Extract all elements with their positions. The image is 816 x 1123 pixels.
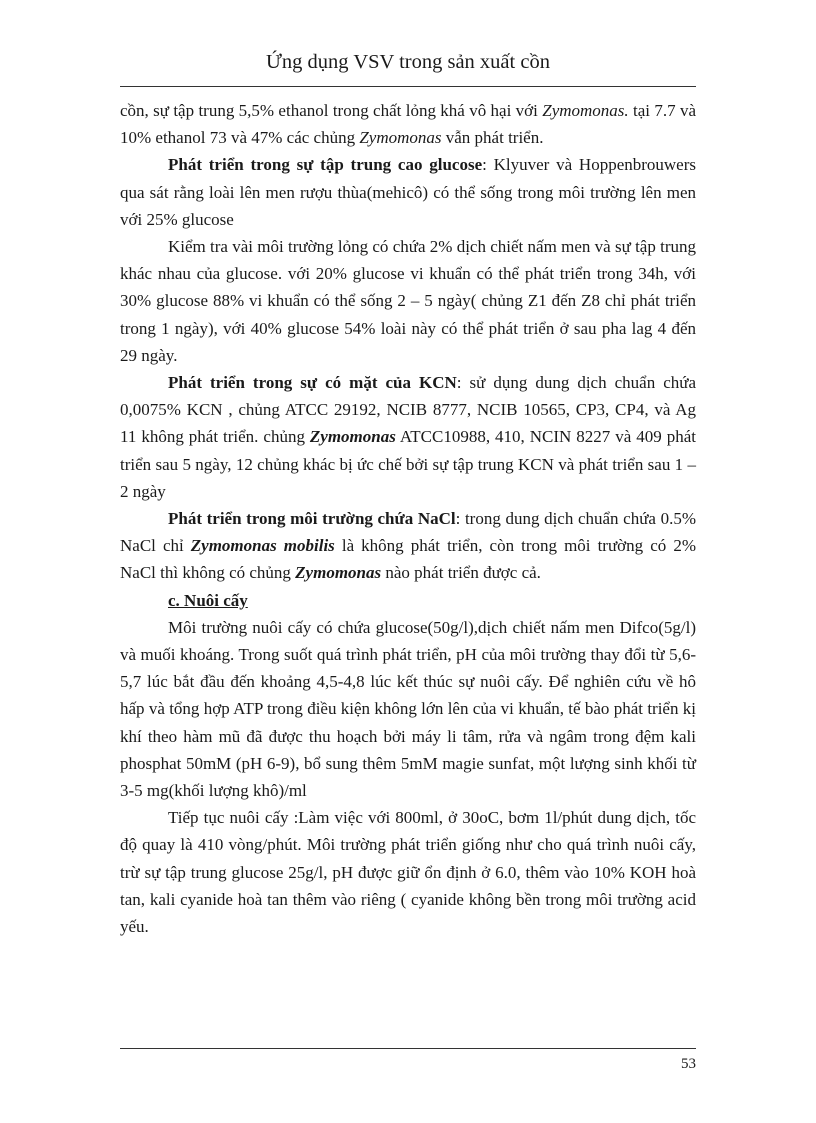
paragraph-lead: Phát triển trong sự có mặt của KCN <box>168 373 457 393</box>
zymomonas-italic: Zymomonas. <box>542 101 629 120</box>
page-header-title: Ứng dụng VSV trong sản xuất cồn <box>266 51 550 73</box>
page-number: 53 <box>681 1056 696 1072</box>
paragraph-lead: Phát triển trong sự tập trung cao glucose <box>168 155 483 175</box>
paragraph-culture-medium: Môi trường nuôi cấy có chứa glucose(50g/l),dịch chiết nấm men Difco(5g/l) và muối khoáng. Trong suốt quá trình phát triển, pH của môi trường thay đổi từ 5,6-5,7 lúc bắt đầu đến khoảng 4,5-4,8 lúc kết thúc sự nuôi cấy. Để nghiên cứu về hô hấp và tổng hợp ATP trong điều kiện không lớn lên của vi khuẩn, tế bào phát triển kị khí theo hàm mũ đã được thu hoạch bởi máy li tâm, rửa và ngâm trong đệm kali phosphat 50mM (pH 6-9), bổ sung thêm 5mM magie sunfat, một lượng sinh khối từ 3-5 mg(khối lượng khô)/ml <box>120 617 696 801</box>
zymomonas-bold-italic: Zymomonas <box>309 427 396 447</box>
paragraph-glucose-test: Kiểm tra vài môi trường lỏng có chứa 2% dịch chiết nấm men và sự tập trung khác nhau của glucose. với 20% glucose vi khuẩn có thể phát triển trong 34h, với 30% glucose 88% vi khuẩn có thể sống 2 – 5 ngày( chủng Z1 đến Z8 chỉ phát triển trong 1 ngày), với 40% glucose 54% loài này có thể phát triển ở sau pha lag 4 đến 29 ngày. <box>120 237 696 365</box>
paragraph-continuous-culture: Tiếp tục nuôi cấy :Làm việc với 800ml, ở 30oC, bơm 1l/phút dung dịch, tốc độ quay là 410 vòng/phút. Môi trường phát triển giống như cho quá trình nuôi cấy, trừ sự tập trung glucose 25g/l, pH được giữ ổn định ở 6.0, thêm vào 10% KOH hoà tan, kali cyanide hoà tan thêm vào riêng ( cyanide không bền trong môi trường acid yếu. <box>120 808 696 937</box>
paragraph-kcn: Phát triển trong sự có mặt của KCN: sử dụng dung dịch chuẩn chứa 0,0075% KCN , chủng ATCC 29192, NCIB 8777, NCIB 10565, CP3, CP4, và Ag 11 không phát triển. chủng Zymomonas ATCC10988, 410, NCIN 8227 và 409 phát triển sau 5 ngày, 12 chủng khác bị ức chế bởi sự tập trung KCN và phát triển sau 1 – 2 ngày <box>120 373 696 501</box>
section-heading <box>120 587 696 614</box>
paragraph-glucose-growth: Phát triển trong sự tập trung cao glucose: Klyuver và Hoppenbrouwers qua sát rằng loài lên men rượu thùa(mehicô) có thể sống trong môi trường lên men với 25% glucose <box>120 155 696 229</box>
paragraph-nacl: Phát triển trong môi trường chứa NaCl: trong dung dịch chuẩn chứa 0.5% NaCl chỉ Zymomonas mobilis là không phát triển, còn trong môi trường có 2% NaCl thì không có chủng Zymomonas nào phát triển được cả. <box>120 509 696 583</box>
footer-rule <box>120 1048 696 1049</box>
document-body <box>120 97 696 940</box>
zymomonas-italic: Zymomonas <box>359 128 442 148</box>
section-title: c. Nuôi cấy <box>168 590 248 610</box>
zymomonas-mobilis-bold-italic: Zymomonas mobilis <box>190 536 335 556</box>
paragraph-ethanol: cồn, sự tập trung 5,5% ethanol trong chất lỏng khá vô hại với Zymomonas. tại 7.7 và 10% ethanol 73 và 47% các chủng Zymomonas vẫn phát triển. <box>120 101 696 148</box>
zymomonas-bold-italic: Zymomonas <box>295 563 382 583</box>
paragraph-lead: Phát triển trong môi trường chứa NaCl <box>168 509 456 529</box>
header-rule <box>120 86 696 87</box>
